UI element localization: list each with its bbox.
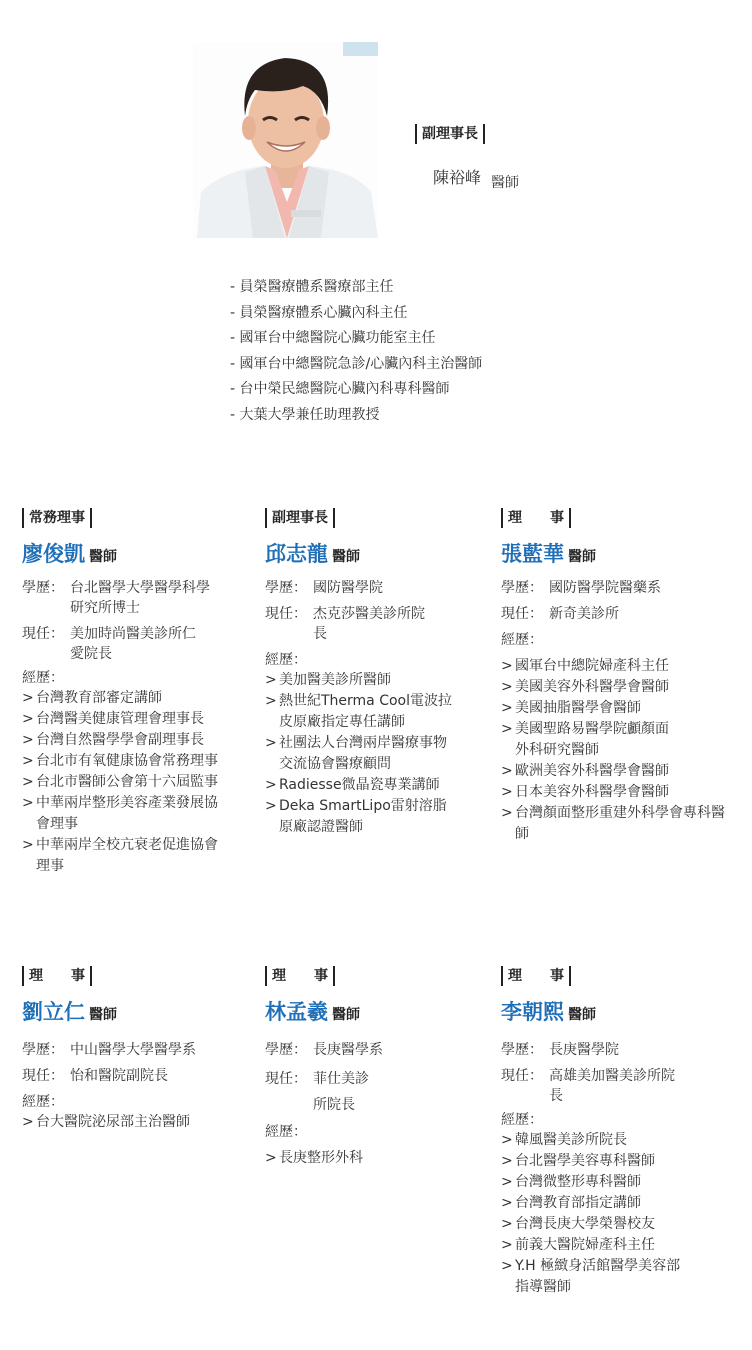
list-item: > 熱世紀Therma Cool電波拉皮原廠指定專任講師 <box>265 691 457 733</box>
doctor-name: 邱志龍 <box>265 541 328 566</box>
education-label: 學歷： <box>265 1042 307 1058</box>
list-item: > 台灣微整形專科醫師 <box>501 1172 701 1193</box>
list-item: > 台灣長庚大學榮譽校友 <box>501 1214 701 1235</box>
experience-label: 經歷： <box>22 1094 64 1110</box>
name-row <box>501 538 737 568</box>
education-value: 長庚醫學院 <box>549 1042 619 1058</box>
list-item: - 國軍台中總醫院急診/心臟內科主治醫師 <box>230 355 483 372</box>
education-label: 學歷： <box>501 1042 543 1058</box>
featured-name-block <box>433 165 520 191</box>
education-field <box>501 578 737 598</box>
doctor-card <box>265 508 505 838</box>
doctor-suffix: 醫師 <box>332 1007 360 1023</box>
current-label: 現任： <box>501 606 543 622</box>
list-item: - 員榮醫療體系醫療部主任 <box>230 279 394 295</box>
list-item: > 前義大醫院婦產科主任 <box>501 1235 701 1256</box>
education-value: 國防醫學院醫藥系 <box>549 580 661 596</box>
list-item: > 歐洲美容外科醫學會醫師 <box>501 761 723 782</box>
list-item: > 台灣醫美健康管理會理事長 <box>22 709 254 730</box>
doctor-suffix: 醫師 <box>568 549 596 565</box>
education-value: 長庚醫學系 <box>313 1042 383 1058</box>
current-value: 新奇美診所 <box>549 606 619 622</box>
doctor-card <box>265 966 505 1169</box>
current-value: 美加時尚醫美診所仁愛院長 <box>70 626 196 662</box>
list-item: > 台灣顏面整形重建外科學會專科醫師 <box>501 803 737 845</box>
doctor-name: 劉立仁 <box>22 999 85 1024</box>
name-row <box>501 996 741 1026</box>
current-field <box>265 604 505 644</box>
experience-list <box>501 1130 701 1298</box>
education-field <box>265 1040 505 1060</box>
list-item: - 員榮醫療體系心臟內科主任 <box>230 304 408 321</box>
list-item: > 台大醫院泌尿部主治醫師 <box>22 1112 262 1133</box>
role-tag: 理 事 <box>265 966 335 986</box>
experience-list <box>265 1148 505 1169</box>
current-field <box>22 1066 262 1086</box>
featured-experience-list <box>230 275 482 429</box>
list-item: > 美加醫美診所醫師 <box>265 670 457 691</box>
doctor-name: 廖俊凱 <box>22 541 85 566</box>
name-row <box>22 996 262 1026</box>
current-value: 菲仕美診所院長 <box>313 1071 369 1113</box>
current-field <box>265 1066 505 1118</box>
current-label: 現任： <box>265 606 307 622</box>
list-item: > 長庚整形外科 <box>265 1148 505 1169</box>
current-label: 現任： <box>22 1068 64 1084</box>
doctor-name: 張藍華 <box>501 541 564 566</box>
list-item: > Y.H 極緻身活館醫學美容部指導醫師 <box>501 1256 691 1298</box>
doctor-card <box>501 966 741 1298</box>
education-field <box>501 1040 741 1060</box>
list-item: > 社團法人台灣兩岸醫療事物交流協會醫療顧問 <box>265 733 457 775</box>
experience-label: 經歷： <box>265 1124 307 1140</box>
current-field <box>501 1066 741 1106</box>
doctor-card <box>501 508 737 845</box>
current-label: 現任： <box>265 1071 307 1087</box>
education-label: 學歷： <box>501 580 543 596</box>
list-item: > 美國美容外科醫學會醫師 <box>501 677 723 698</box>
education-label: 學歷： <box>265 580 307 596</box>
list-item: > 國軍台中總院婦產科主任 <box>501 656 723 677</box>
experience-list <box>265 670 457 838</box>
experience-list <box>22 688 254 877</box>
education-label: 學歷： <box>22 580 64 596</box>
current-value: 怡和醫院副院長 <box>70 1068 168 1084</box>
current-field <box>22 624 262 664</box>
experience-list <box>501 656 723 845</box>
list-item: > 台北市醫師公會第十六屆監事 <box>22 772 254 793</box>
name-row <box>265 996 505 1026</box>
featured-role: 副理事長 <box>415 124 485 144</box>
doctor-suffix: 醫師 <box>89 1007 117 1023</box>
role-tag: 理 事 <box>22 966 92 986</box>
doctor-suffix: 醫師 <box>332 549 360 565</box>
list-item: > 台灣自然醫學學會副理事長 <box>22 730 254 751</box>
doctor-photo <box>193 42 378 238</box>
list-item: - 國軍台中總醫院心臟功能室主任 <box>230 330 436 347</box>
experience-label: 經歷： <box>501 632 543 648</box>
list-item: > 台北醫學美容專科醫師 <box>501 1151 701 1172</box>
list-item: > 台灣教育部審定講師 <box>22 688 254 709</box>
list-item: > 韓風醫美診所院長 <box>501 1130 701 1151</box>
doctor-suffix: 醫師 <box>568 1007 596 1023</box>
list-item: > 美國抽脂醫學會醫師 <box>501 698 723 719</box>
list-item: > Deka SmartLipo雷射溶脂原廠認證醫師 <box>265 796 457 838</box>
doctor-card <box>22 508 262 877</box>
current-label: 現任： <box>22 626 64 642</box>
role-tag: 副理事長 <box>265 508 335 528</box>
list-item: > 台灣教育部指定講師 <box>501 1193 701 1214</box>
list-item: > Radiesse微晶瓷專業講師 <box>265 775 457 796</box>
list-item: - 台中榮民總醫院心臟內科專科醫師 <box>230 381 450 398</box>
list-item: > 中華兩岸整形美容產業發展協會理事 <box>22 793 226 835</box>
education-field <box>22 1040 262 1060</box>
education-value: 國防醫學院 <box>313 580 383 596</box>
name-row <box>22 538 262 568</box>
list-item: > 日本美容外科醫學會醫師 <box>501 782 723 803</box>
current-value: 杰克莎醫美診所院長 <box>313 606 425 642</box>
role-tag: 常務理事 <box>22 508 92 528</box>
education-label: 學歷： <box>22 1042 64 1058</box>
list-item: > 美國聖路易醫學院顱顏面外科研究醫師 <box>501 719 675 761</box>
featured-name: 陳裕峰 <box>433 168 482 187</box>
education-value: 中山醫學大學醫學系 <box>70 1042 196 1058</box>
featured-suffix: 醫師 <box>491 175 520 191</box>
experience-label: 經歷： <box>501 1112 543 1128</box>
doctor-name: 李朝熙 <box>501 999 564 1024</box>
doctor-name: 林孟羲 <box>265 999 328 1024</box>
doctor-suffix: 醫師 <box>89 549 117 565</box>
role-tag: 理 事 <box>501 508 571 528</box>
doctor-card <box>22 966 262 1133</box>
current-label: 現任： <box>501 1068 543 1084</box>
education-value: 台北醫學大學醫學科學研究所博士 <box>70 580 210 616</box>
experience-list <box>22 1112 262 1133</box>
role-tag: 理 事 <box>501 966 571 986</box>
experience-label: 經歷： <box>22 670 64 686</box>
education-field <box>22 578 262 618</box>
current-value: 高雄美加醫美診所院長 <box>549 1068 675 1104</box>
list-item: > 台北市有氧健康協會常務理事 <box>22 751 254 772</box>
name-row <box>265 538 505 568</box>
education-field <box>265 578 505 598</box>
experience-label: 經歷： <box>265 652 307 668</box>
current-field <box>501 604 737 624</box>
list-item: - 大葉大學兼任助理教授 <box>230 406 380 423</box>
list-item: > 中華兩岸全校亢衰老促進協會理事 <box>22 835 226 877</box>
